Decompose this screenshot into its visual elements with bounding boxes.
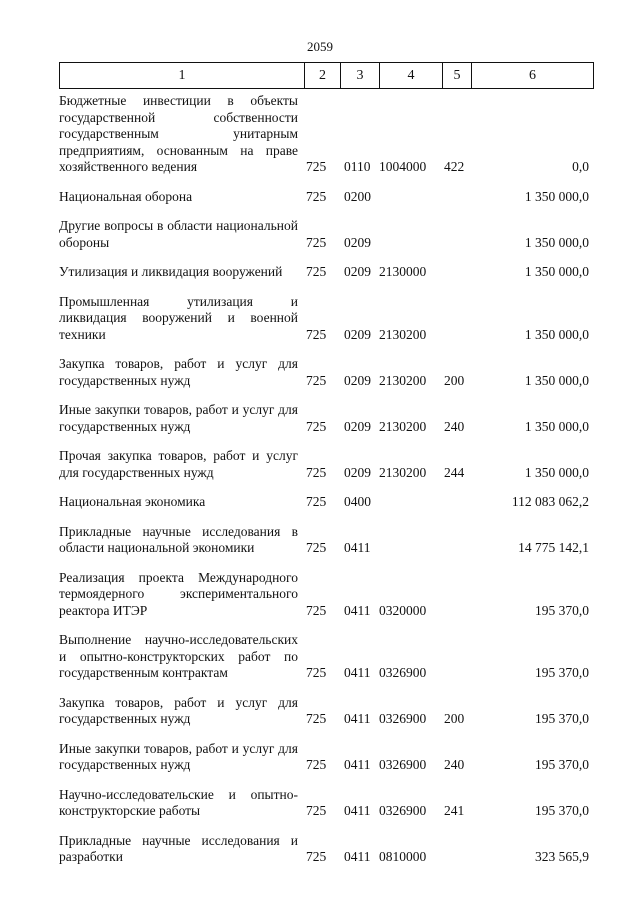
table-row: [59, 218, 593, 264]
row-name: Выполнение научно-исследовательских и опытно-конструкторских работ по государственным контрактам: [59, 632, 298, 680]
row-col-2: 725: [306, 188, 327, 204]
row-col-3: 0209: [344, 372, 371, 388]
row-col-2: 725: [306, 234, 327, 250]
table-row: [59, 524, 593, 570]
row-col-5: 241: [444, 803, 465, 818]
row-col-4: 0326900: [379, 665, 427, 680]
row-col-3: 0411: [344, 602, 371, 618]
table-header: [59, 62, 594, 89]
row-col-5: 200: [444, 711, 465, 726]
table-row: [59, 632, 593, 695]
row-col-6: 195 370,0: [535, 757, 589, 772]
table-row: [59, 570, 593, 633]
row-col-6: 1 350 000,0: [524, 234, 589, 250]
row-col-3: 0411: [344, 757, 371, 772]
row-col-3: 0209: [344, 326, 371, 342]
row-col-4: 0320000: [379, 602, 427, 618]
row-col-5: [442, 494, 471, 524]
table-row: [59, 695, 593, 741]
row-name: Прикладные научные исследования и разработки: [59, 832, 298, 864]
row-col-2: 725: [306, 540, 327, 555]
row-col-4: [379, 524, 442, 570]
row-col-2: 725: [306, 849, 327, 864]
row-name: Реализация проекта Международного термоядерного экспериментального реактора ИТЭР: [59, 569, 298, 618]
row-col-4: 2130200: [379, 326, 427, 342]
row-name: Научно-исследовательские и опытно-конструкторские работы: [59, 786, 298, 818]
row-col-2: 725: [306, 711, 327, 726]
row-col-5: [442, 570, 471, 633]
row-name: Промышленная утилизация и ликвидация вооружений и военной техники: [59, 293, 298, 342]
row-col-4: 2130200: [379, 464, 427, 480]
row-col-6: 0,0: [572, 159, 589, 174]
row-col-2: 725: [306, 372, 327, 388]
row-col-5: [442, 294, 471, 357]
page-number: 2059: [307, 39, 333, 54]
table-row: [59, 448, 593, 494]
row-col-3: 0209: [344, 264, 371, 279]
row-col-6: 14 775 142,1: [518, 540, 589, 555]
row-name: Бюджетные инвестиции в объекты государственной собственности государственным унитарным предприятиям, основанным на праве хозяйственного ведения: [59, 93, 298, 174]
row-col-6: 323 565,9: [535, 849, 589, 864]
row-col-3: 0411: [344, 803, 371, 818]
row-col-5: 240: [444, 418, 465, 434]
row-col-5: [442, 833, 471, 879]
row-name: Иные закупки товаров, работ и услуг для государственных нужд: [59, 402, 298, 434]
row-col-5: 244: [444, 464, 465, 480]
row-col-2: 725: [306, 159, 327, 174]
row-col-3: 0411: [344, 849, 371, 864]
table-row: [59, 833, 593, 879]
table-row: [59, 494, 593, 524]
row-col-5: 422: [444, 159, 465, 174]
row-name: Прочая закупка товаров, работ и услуг для государственных нужд: [59, 448, 298, 480]
row-col-6: 195 370,0: [535, 602, 589, 618]
row-col-2: 725: [306, 803, 327, 818]
row-col-2: 725: [306, 264, 327, 279]
row-col-6: 1 350 000,0: [524, 188, 589, 204]
row-col-6: 1 350 000,0: [524, 264, 589, 279]
budget-table: [59, 93, 593, 879]
row-col-4: 0810000: [379, 849, 427, 864]
row-col-3: 0411: [344, 665, 371, 680]
row-col-4: 1004000: [379, 159, 427, 174]
table-row: [59, 741, 593, 787]
row-col-4: 0326900: [379, 757, 427, 772]
row-col-6: 1 350 000,0: [524, 372, 589, 388]
row-col-3: 0209: [344, 234, 371, 250]
row-col-4: [379, 494, 442, 524]
row-col-5: 240: [444, 757, 465, 772]
row-col-6: 1 350 000,0: [524, 418, 589, 434]
row-col-3: 0110: [344, 159, 371, 174]
row-col-4: 2130200: [379, 418, 427, 434]
table-row: [59, 356, 593, 402]
row-col-6: 195 370,0: [535, 711, 589, 726]
row-col-4: [379, 189, 442, 219]
row-col-2: 725: [306, 494, 327, 509]
row-col-5: 200: [444, 372, 465, 388]
row-col-4: 2130000: [379, 264, 427, 279]
header-col-1: 1: [60, 63, 305, 89]
row-col-3: 0200: [344, 188, 371, 204]
header-col-4: 4: [380, 63, 443, 89]
row-col-3: 0411: [344, 540, 371, 555]
row-col-2: 725: [306, 464, 327, 480]
row-col-5: [442, 264, 471, 294]
row-col-3: 0209: [344, 464, 371, 480]
row-col-2: 725: [306, 602, 327, 618]
row-col-6: 1 350 000,0: [524, 464, 589, 480]
header-row: [60, 63, 594, 89]
header-col-2: 2: [305, 63, 341, 89]
table-row: [59, 294, 593, 357]
row-col-3: 0209: [344, 418, 371, 434]
row-name: Национальная экономика: [59, 494, 206, 509]
row-col-5: [442, 218, 471, 264]
row-col-4: 2130200: [379, 372, 427, 388]
row-name: Другие вопросы в области национальной обороны: [59, 218, 298, 250]
row-name: Закупка товаров, работ и услуг для государственных нужд: [59, 356, 298, 388]
row-col-3: 0400: [344, 494, 371, 509]
row-name: Закупка товаров, работ и услуг для государственных нужд: [59, 694, 298, 726]
row-col-4: 0326900: [379, 803, 427, 818]
row-col-2: 725: [306, 326, 327, 342]
row-name: Иные закупки товаров, работ и услуг для государственных нужд: [59, 740, 298, 772]
row-col-5: [442, 524, 471, 570]
row-col-3: 0411: [344, 711, 371, 726]
row-col-2: 725: [306, 418, 327, 434]
row-name: Национальная оборона: [59, 188, 193, 204]
row-col-6: 1 350 000,0: [524, 326, 589, 342]
row-col-6: 112 083 062,2: [511, 494, 589, 509]
row-name: Прикладные научные исследования в области национальной экономики: [59, 523, 298, 555]
row-col-4: 0326900: [379, 711, 427, 726]
row-col-5: [442, 189, 471, 219]
row-col-2: 725: [306, 757, 327, 772]
header-col-5: 5: [443, 63, 472, 89]
row-col-6: 195 370,0: [535, 665, 589, 680]
row-col-5: [442, 632, 471, 695]
table-row: [59, 787, 593, 833]
header-col-3: 3: [341, 63, 380, 89]
row-name: Утилизация и ликвидация вооружений: [59, 264, 283, 279]
table-row: [59, 93, 593, 189]
row-col-2: 725: [306, 665, 327, 680]
table-row: [59, 402, 593, 448]
row-col-4: [379, 218, 442, 264]
header-col-6: 6: [472, 63, 594, 89]
table-row: [59, 189, 593, 219]
row-col-6: 195 370,0: [535, 803, 589, 818]
table-row: [59, 264, 593, 294]
